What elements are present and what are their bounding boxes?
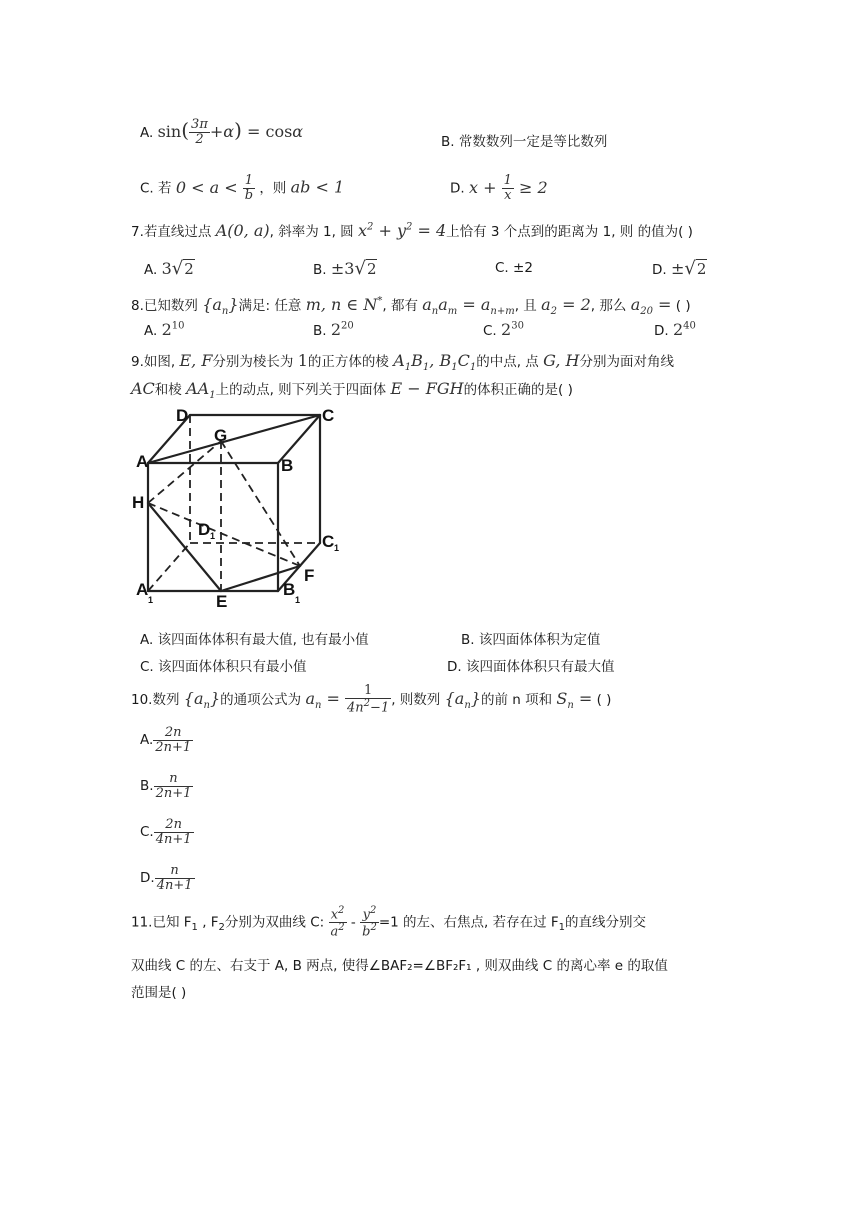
q10-option-d[interactable]: [140, 864, 195, 892]
q6-option-c-formula: 0 < a < $\frac{1}{b}$: [175, 173, 254, 203]
q10-stem-text4: 的前 n 项和: [480, 691, 553, 708]
cube-label-h: H: [132, 493, 145, 512]
q8-option-d-label: D.: [654, 323, 669, 339]
q7-stem-text: 7.若直线过点: [131, 224, 212, 240]
cube-label-d1: D: [198, 520, 211, 539]
q7-option-a[interactable]: [144, 258, 195, 279]
q10-option-b-value: $\frac{n}{2n+1}$: [155, 771, 192, 801]
q9-cube-figure: [128, 403, 353, 611]
q6-option-a-formula: sin( $\frac{3\pi}{2}$ +α) = cosα: [157, 117, 304, 147]
q11-x-frac: $\frac{x^2}{a^2}$: [330, 905, 345, 940]
q8-relation: $a_na_m = a_{n+m}$: [422, 295, 515, 318]
q8-stem-text4: , 且: [514, 298, 537, 314]
cube-label-e: E: [216, 592, 228, 611]
q9-stem-line1: [131, 350, 674, 373]
q9-edges: $A_1B_1$, $B_1C_1$: [393, 351, 477, 374]
q11-text-1d: =1 的左、右焦点, 若存在过 F: [378, 914, 559, 931]
q6-option-a-label: A.: [140, 125, 154, 141]
q6-option-c-then: ，则: [259, 180, 287, 197]
q6-option-a[interactable]: [140, 118, 303, 147]
q8-option-b-label: B.: [313, 323, 327, 339]
q8-stem-text: 8.已知数列: [131, 298, 198, 314]
cube-label-d: D: [176, 406, 189, 425]
q10-option-c-label: C.: [140, 824, 154, 841]
q7-option-a-value: 3√2: [161, 258, 194, 279]
q11-line2: 双曲线 C 的左、右支于 A, B 两点, 使得∠BAF₂=∠BF₂F₁ , 则双曲线 C 的离心率 e 的取值: [131, 958, 668, 974]
q7-point: A(0, a): [215, 221, 270, 240]
q9-option-c[interactable]: C. 该四面体体积只有最小值: [140, 659, 307, 675]
svg-text:1: 1: [295, 595, 301, 605]
q10-stem-text: 10.数列: [131, 691, 180, 708]
q9-text-1d: 的中点, 点: [476, 354, 539, 370]
q8-mn: m, n ∈ N*: [305, 295, 383, 314]
cube-label-a: A: [136, 452, 149, 471]
q9-text-1e: 分别为面对角线: [579, 354, 674, 370]
q9-one: 1: [297, 351, 308, 370]
q10-option-b[interactable]: [140, 772, 193, 800]
cube-label-g: G: [214, 426, 228, 445]
q7-option-b[interactable]: [313, 258, 377, 279]
q11-text-1e: 的直线分别交: [565, 914, 647, 931]
q10-formula: $a_n$ = $\frac{1}{4n^2-1}$: [305, 683, 390, 715]
q6-option-d-label: D.: [450, 180, 465, 197]
q9-ef: E, F: [179, 351, 213, 370]
q8-stem: [131, 294, 691, 317]
q10-option-a-value: $\frac{2n}{2n+1}$: [155, 725, 192, 755]
q8-a2: $a_2 = 2$: [541, 295, 591, 318]
q7-stem-text2: , 斜率为 1, 圆: [269, 224, 354, 240]
q7-stem-text3: 上恰有 3 个点到的距离为 1, 则 的值为( ): [446, 224, 693, 240]
q9-tetra: E − FGH: [390, 379, 464, 398]
q7-option-d-value: ±√2: [670, 258, 707, 279]
q11-line3: 范围是( ): [131, 985, 187, 1001]
q10-sn: $S_n$ =: [556, 688, 593, 711]
svg-text:1: 1: [334, 543, 340, 553]
q9-text-1b: 分别为棱长为: [212, 354, 294, 370]
q10-seq2: $\{a_n\}$: [444, 688, 481, 711]
q8-seq: $\{a_n\}$: [202, 295, 239, 318]
q7-option-d[interactable]: [652, 258, 707, 279]
cube-label-a1: A: [136, 580, 149, 599]
q8-option-c[interactable]: [483, 320, 524, 339]
q11-line1: 11.已知 $F_1$ , $F_2$分别为双曲线 C: $\frac{x^2}{a^2}$ - $\frac{y^2}{b^2}$ =1 的左、右焦点, 若存在过 $F_1$的直线分别交: [131, 905, 647, 940]
cube-label-b1: B: [283, 580, 296, 599]
q11-y-frac: $\frac{y^2}{b^2}$: [362, 905, 377, 940]
q8-option-b-value: $2^{20}$: [330, 320, 354, 339]
q9-text-1a: 9.如图,: [131, 354, 176, 370]
q10-option-d-label: D.: [140, 870, 155, 887]
svg-text:1: 1: [148, 595, 154, 605]
q10-stem-text3: , 则数列: [391, 691, 441, 708]
q10-option-d-value: $\frac{n}{4n+1}$: [156, 863, 193, 893]
q10-stem-text2: 的通项公式为: [220, 691, 302, 708]
q8-option-b[interactable]: [313, 320, 354, 339]
cube-label-f: F: [304, 566, 315, 585]
q6-option-c-result: ab < 1: [290, 177, 345, 197]
q10-seq: $\{a_n\}$: [183, 688, 221, 711]
q7-option-b-value: ±3√2: [330, 258, 377, 279]
q8-option-d-value: $2^{40}$: [672, 320, 696, 339]
q9-text-2a: 和棱: [154, 382, 182, 398]
q9-text-2b: 上的动点, 则下列关于四面体: [215, 382, 387, 398]
q10-option-a[interactable]: [140, 726, 193, 754]
q8-a20: $a_{20}$ =: [630, 295, 672, 318]
q6-option-d-formula: x + $\frac{1}{x}$ ≥ 2: [468, 173, 548, 203]
q10-option-c-value: $\frac{2n}{4n+1}$: [155, 817, 192, 847]
svg-text:1: 1: [210, 531, 216, 541]
q9-aa1: $AA_1$: [186, 379, 216, 402]
q10-option-b-label: B.: [140, 778, 154, 795]
q11-text-1a: 11.已知 F: [131, 914, 192, 931]
q7-option-c[interactable]: C. ±2: [495, 260, 533, 276]
q6-option-b[interactable]: B. 常数数列一定是等比数列: [441, 134, 608, 150]
q10-option-a-label: A.: [140, 732, 154, 749]
q9-gh: G, H: [543, 351, 580, 370]
q9-stem-line2: [131, 378, 573, 401]
q7-option-d-label: D.: [652, 262, 667, 278]
q8-option-d[interactable]: [654, 320, 696, 339]
q8-option-a-label: A.: [144, 323, 158, 339]
q8-option-c-label: C.: [483, 323, 497, 339]
q8-option-a[interactable]: [144, 320, 185, 339]
q8-stem-text3: , 都有: [382, 298, 418, 314]
q6-option-c-label: C. 若: [140, 180, 172, 197]
q8-option-c-value: $2^{30}$: [501, 320, 524, 339]
q9-option-b[interactable]: B. 该四面体体积为定值: [461, 632, 601, 648]
q6-option-c[interactable]: [140, 174, 344, 202]
q7-option-b-label: B.: [313, 262, 327, 278]
q10-stem: [131, 684, 611, 715]
q8-stem-text6: ( ): [675, 298, 691, 314]
q9-option-d[interactable]: D. 该四面体体积只有最大值: [447, 659, 615, 675]
cube-label-c1: C: [322, 532, 335, 551]
q10-stem-text5: ( ): [596, 691, 612, 708]
q7-circle: $x^2 + y^2 = 4$: [357, 221, 447, 240]
q9-option-a[interactable]: A. 该四面体体积有最大值, 也有最小值: [140, 632, 369, 648]
q11-text-1b: , F: [197, 914, 219, 931]
cube-label-b: B: [281, 456, 294, 475]
q9-text-2c: 的体积正确的是( ): [463, 382, 573, 398]
q8-stem-text5: , 那么: [590, 298, 627, 314]
q8-option-a-value: $2^{10}$: [161, 320, 185, 339]
q10-option-c[interactable]: [140, 818, 194, 846]
q7-stem: [131, 220, 693, 240]
q7-option-a-label: A.: [144, 262, 158, 278]
q6-option-d[interactable]: [450, 174, 548, 202]
q9-ac: AC: [131, 379, 155, 398]
q8-stem-text2: 满足: 任意: [238, 298, 302, 314]
cube-label-c: C: [322, 406, 335, 425]
q9-text-1c: 的正方体的棱: [307, 354, 389, 370]
q11-text-1c: 分别为双曲线 C:: [224, 914, 325, 931]
